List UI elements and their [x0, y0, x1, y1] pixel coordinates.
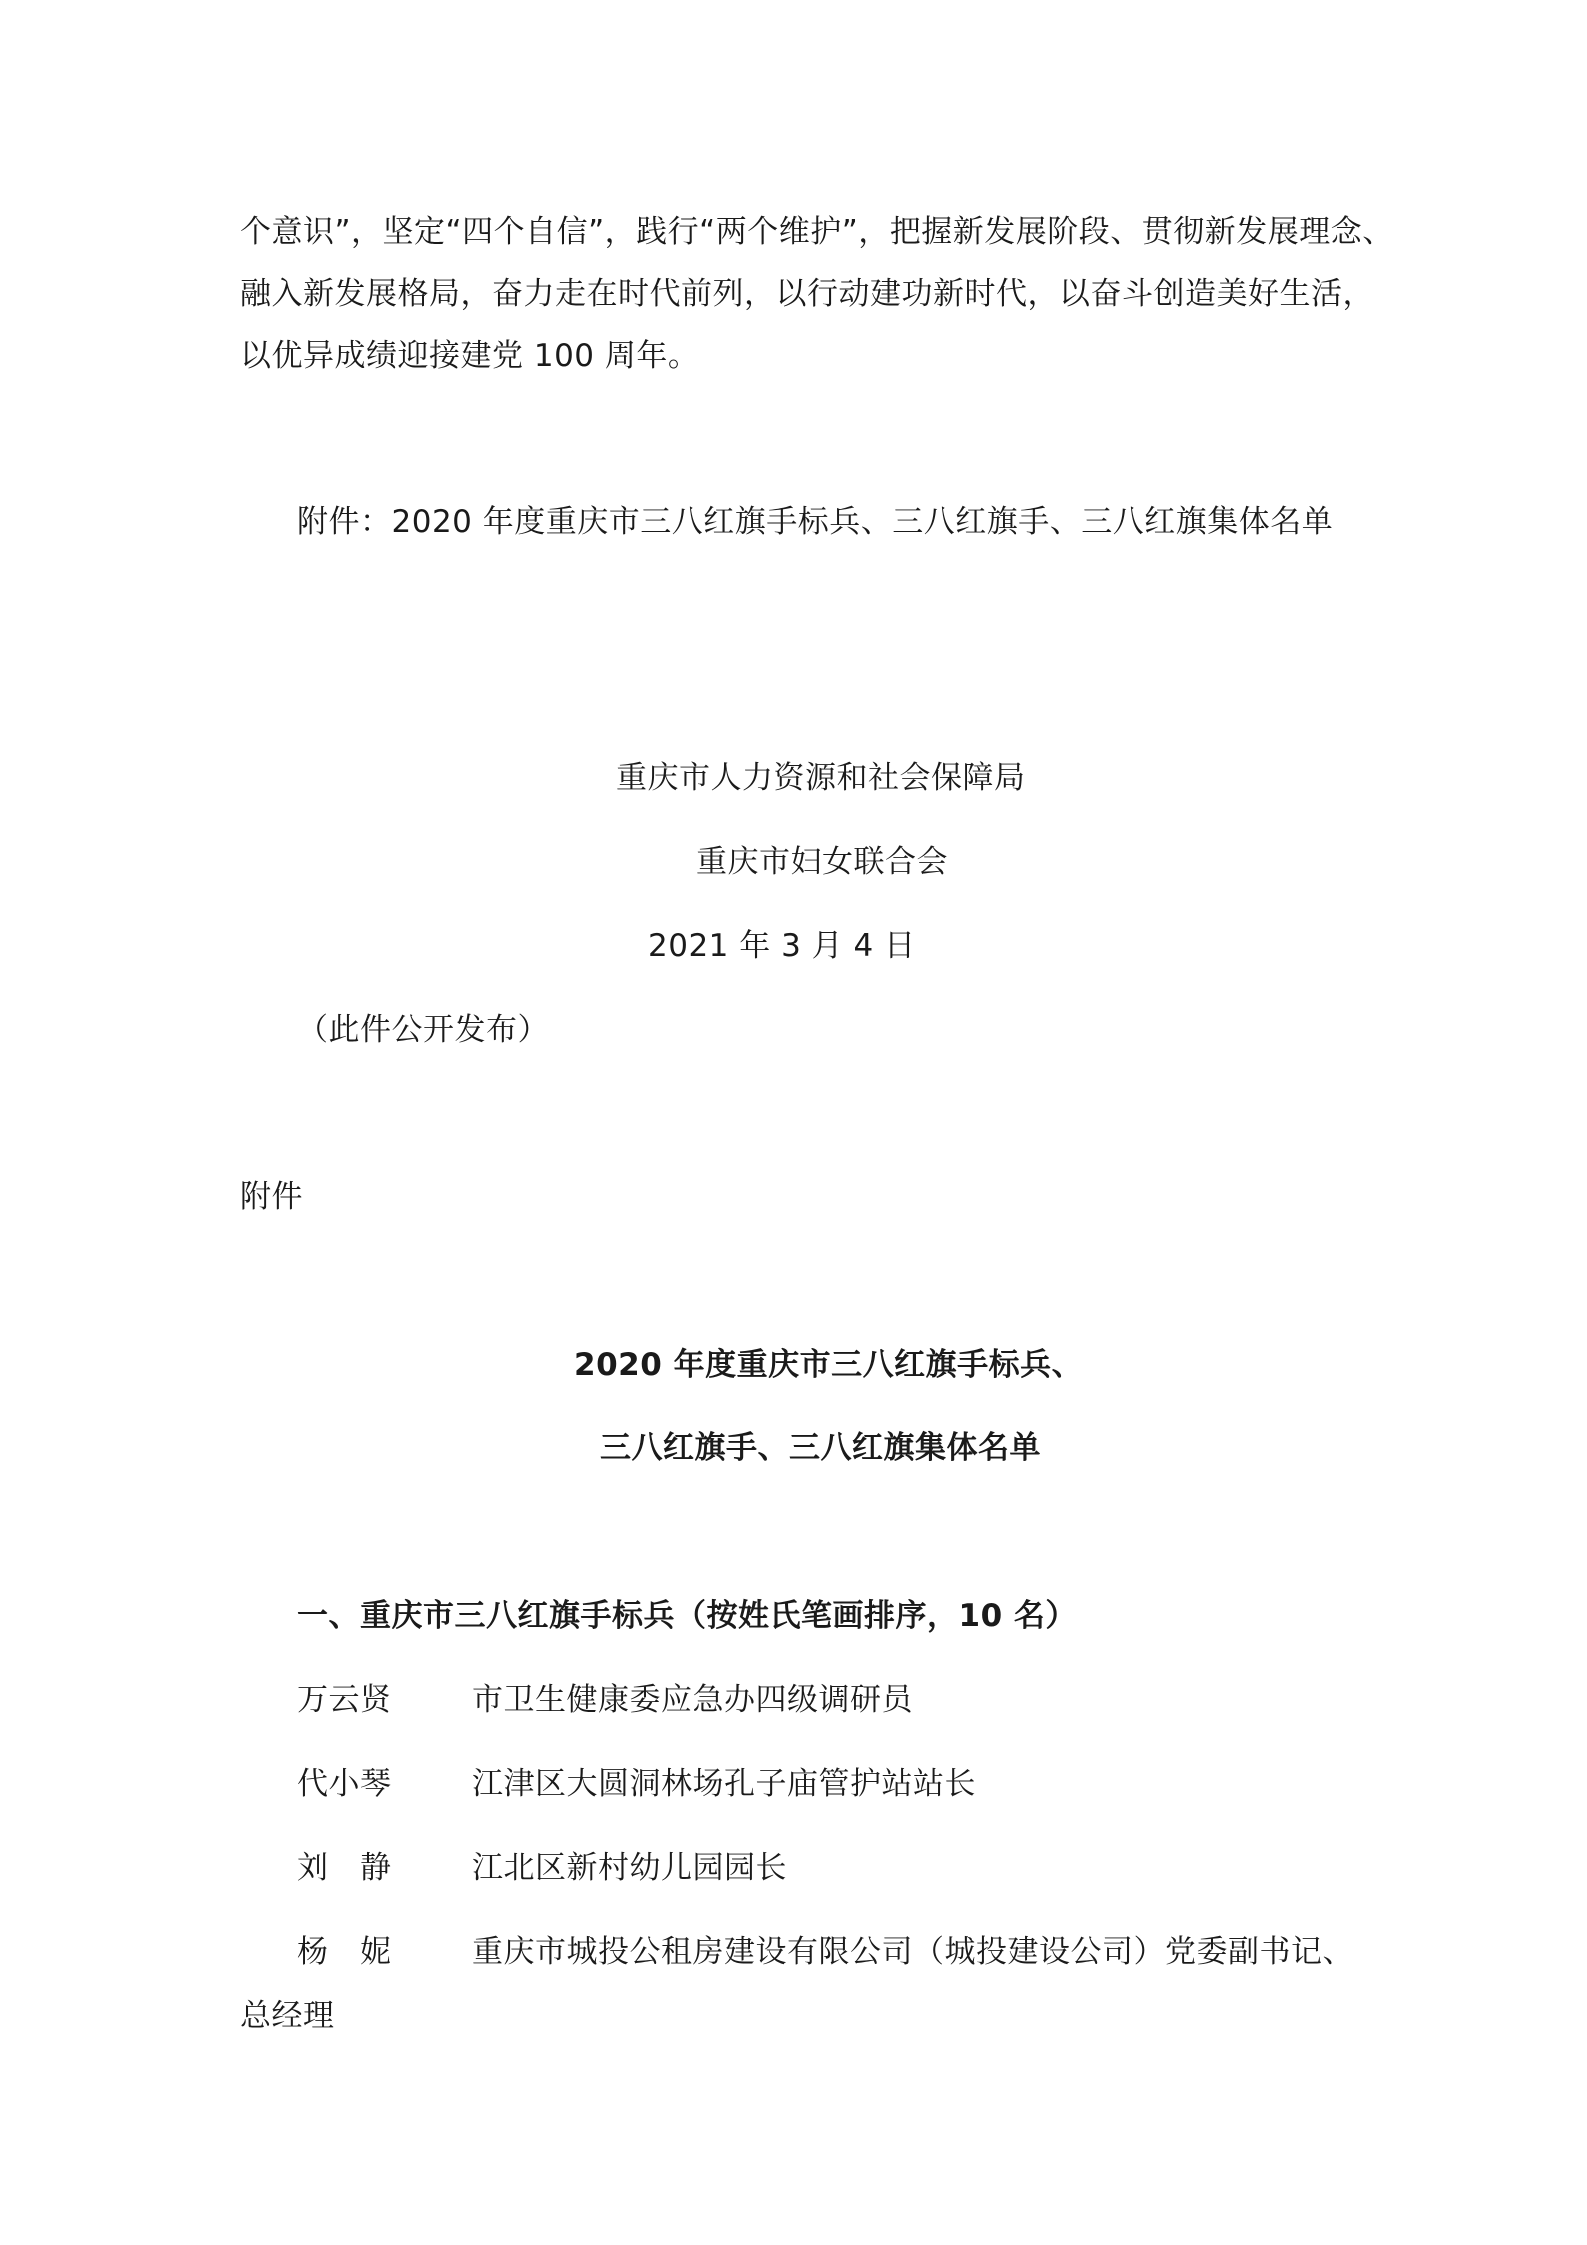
signature-org-2: 重庆市妇女联合会 [696, 844, 948, 880]
section-1-heading: 一、重庆市三八红旗手标兵（按姓氏笔画排序，10 名） [297, 1598, 1077, 1634]
entry-name: 刘 静 [297, 1850, 392, 1886]
signature-org-1: 重庆市人力资源和社会保障局 [616, 760, 1026, 796]
entry-description-continuation: 总经理 [240, 1998, 335, 2034]
signature-date: 2021 年 3 月 4 日 [648, 928, 916, 964]
list-title-line-1: 2020 年度重庆市三八红旗手标兵、 [574, 1347, 1084, 1383]
entry-name: 万云贤 [297, 1682, 392, 1718]
entry-description: 重庆市城投公租房建设有限公司（城投建设公司）党委副书记、 [472, 1934, 1354, 1970]
body-paragraph-line-3: 以优异成绩迎接建党 100 周年。 [240, 338, 700, 374]
entry-description: 江北区新村幼儿园园长 [472, 1850, 787, 1886]
entry-description: 市卫生健康委应急办四级调研员 [472, 1682, 913, 1718]
entry-description: 江津区大圆洞林场孔子庙管护站站长 [472, 1766, 976, 1802]
release-note: （此件公开发布） [297, 1012, 549, 1048]
entry-name: 代小琴 [297, 1766, 392, 1802]
attachment-heading: 附件 [240, 1179, 303, 1215]
body-paragraph-line-1: 个意识”，坚定“四个自信”，践行“两个维护”，把握新发展阶段、贯彻新发展理念、 [240, 214, 1394, 250]
body-paragraph-line-2: 融入新发展格局，奋力走在时代前列，以行动建功新时代，以奋斗创造美好生活， [240, 276, 1374, 312]
list-title-line-2: 三八红旗手、三八红旗集体名单 [600, 1430, 1041, 1466]
entry-name: 杨 妮 [297, 1934, 392, 1970]
attachment-note: 附件：2020 年度重庆市三八红旗手标兵、三八红旗手、三八红旗集体名单 [297, 504, 1334, 540]
